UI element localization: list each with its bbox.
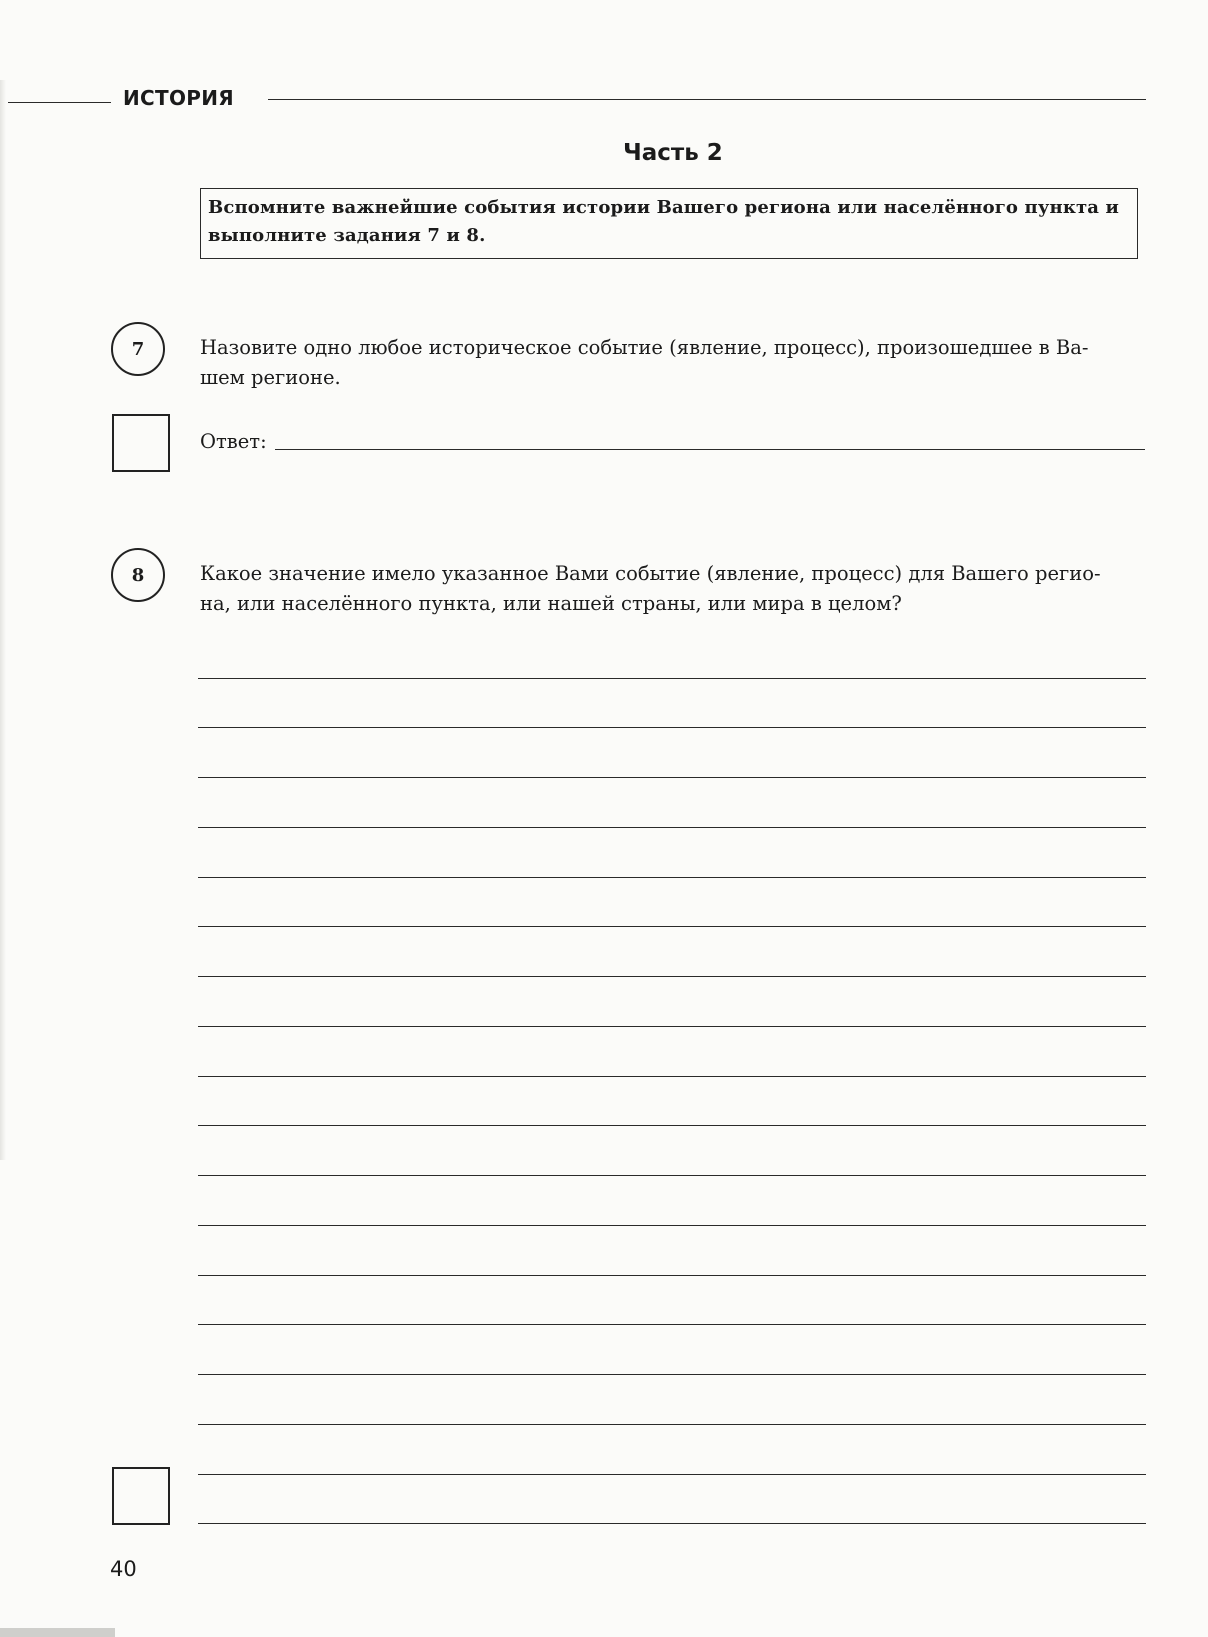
page-edge-shadow [0,80,6,1160]
instruction-box: Вспомните важнейшие события истории Вашего региона или населённого пункта и выполните задания 7 и 8. [200,188,1138,259]
task-8-text [200,559,1152,619]
task-8-text-line2: на, или населённого пункта, или нашей страны, или мира в целом? [200,592,902,615]
writing-line[interactable] [198,1125,1146,1126]
page-edge-strip [0,1628,115,1637]
writing-line[interactable] [198,678,1146,679]
writing-line[interactable] [198,926,1146,927]
task-8-score-box[interactable] [112,1467,170,1525]
writing-line[interactable] [198,1374,1146,1375]
part-title: Часть 2 [623,140,723,166]
task-7-text [200,333,1152,393]
answer-label: Ответ: [200,430,267,453]
writing-line[interactable] [198,1324,1146,1325]
subject-title: ИСТОРИЯ [123,86,234,110]
writing-line[interactable] [198,1026,1146,1027]
writing-line[interactable] [198,1474,1146,1475]
task-7-text-line2: шем регионе. [200,366,341,389]
task-8-text-line1: Какое значение имело указанное Вами событие (явление, процесс) для Вашего регио- [200,562,1101,585]
writing-line[interactable] [198,827,1146,828]
header-rule-right [268,99,1146,100]
writing-line[interactable] [198,1523,1146,1524]
task-7-text-line1: Назовите одно любое историческое событие (явление, процесс), произошедшее в Ва- [200,336,1089,359]
answer-line[interactable] [275,449,1145,450]
writing-line[interactable] [198,976,1146,977]
task-7-score-box[interactable] [112,414,170,472]
writing-line[interactable] [198,777,1146,778]
task-8-number: 8 [111,548,165,602]
writing-line[interactable] [198,1225,1146,1226]
header-rule-left [8,102,111,103]
writing-line[interactable] [198,1424,1146,1425]
writing-line[interactable] [198,1076,1146,1077]
page-number: 40 [110,1557,137,1581]
task-7-number: 7 [111,322,165,376]
writing-line[interactable] [198,877,1146,878]
writing-line[interactable] [198,1175,1146,1176]
writing-line[interactable] [198,727,1146,728]
writing-line[interactable] [198,1275,1146,1276]
